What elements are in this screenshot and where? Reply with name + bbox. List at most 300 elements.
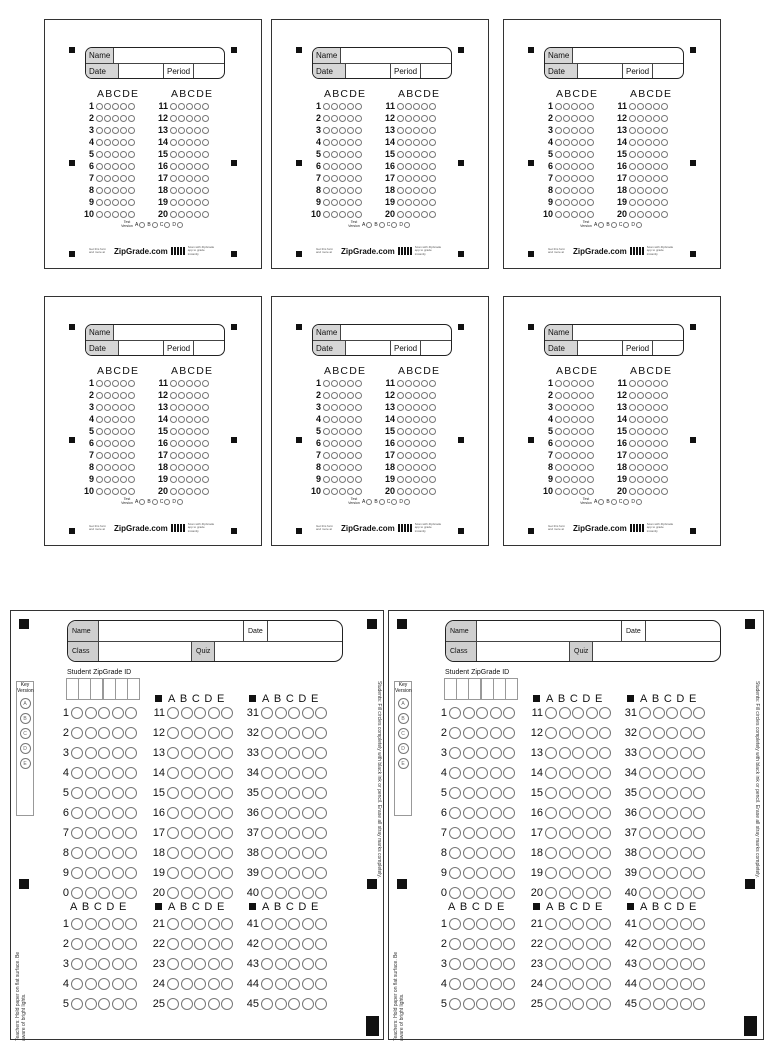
answer-bubble[interactable] [208, 807, 220, 819]
answer-bubble[interactable] [125, 978, 137, 990]
answer-bubble[interactable] [194, 938, 206, 950]
answer-bubble[interactable] [693, 978, 705, 990]
answer-bubble[interactable] [413, 416, 420, 423]
answer-bubble[interactable] [639, 767, 651, 779]
answer-bubble[interactable] [559, 707, 571, 719]
answer-bubble[interactable] [178, 103, 185, 110]
answer-bubble[interactable] [637, 175, 644, 182]
answer-bubble[interactable] [85, 958, 97, 970]
answer-bubble[interactable] [208, 867, 220, 879]
answer-bubble[interactable] [120, 476, 127, 483]
answer-bubble[interactable] [96, 476, 103, 483]
answer-bubble[interactable] [421, 127, 428, 134]
answer-bubble[interactable] [661, 428, 668, 435]
answer-bubble[interactable] [555, 476, 562, 483]
answer-bubble[interactable] [331, 187, 338, 194]
answer-bubble[interactable] [397, 199, 404, 206]
answer-bubble[interactable] [680, 847, 692, 859]
name-field[interactable] [573, 325, 683, 340]
answer-bubble[interactable] [653, 978, 665, 990]
answer-bubble[interactable] [221, 867, 233, 879]
answer-bubble[interactable] [680, 978, 692, 990]
answer-bubble[interactable] [405, 488, 412, 495]
answer-bubble[interactable] [71, 767, 83, 779]
answer-bubble[interactable] [599, 918, 611, 930]
answer-bubble[interactable] [653, 380, 660, 387]
answer-bubble[interactable] [261, 978, 273, 990]
answer-bubble[interactable] [202, 127, 209, 134]
answer-bubble[interactable] [120, 464, 127, 471]
answer-bubble[interactable] [331, 199, 338, 206]
answer-bubble[interactable] [104, 464, 111, 471]
answer-bubble[interactable] [405, 103, 412, 110]
answer-bubble[interactable] [463, 707, 475, 719]
answer-bubble[interactable] [202, 380, 209, 387]
answer-bubble[interactable] [413, 211, 420, 218]
answer-bubble[interactable] [323, 211, 330, 218]
answer-bubble[interactable] [112, 392, 119, 399]
answer-bubble[interactable] [112, 175, 119, 182]
answer-bubble[interactable] [639, 958, 651, 970]
answer-bubble[interactable] [302, 978, 314, 990]
answer-bubble[interactable] [302, 938, 314, 950]
answer-bubble[interactable] [413, 127, 420, 134]
answer-bubble[interactable] [397, 163, 404, 170]
answer-bubble[interactable] [579, 211, 586, 218]
answer-bubble[interactable] [397, 175, 404, 182]
answer-bubble[interactable] [476, 767, 488, 779]
answer-bubble[interactable] [339, 199, 346, 206]
answer-bubble[interactable] [178, 139, 185, 146]
answer-bubble[interactable] [178, 380, 185, 387]
answer-bubble[interactable] [112, 428, 119, 435]
answer-bubble[interactable] [572, 767, 584, 779]
answer-bubble[interactable] [186, 452, 193, 459]
period-field[interactable] [194, 341, 224, 355]
answer-bubble[interactable] [693, 827, 705, 839]
answer-bubble[interactable] [120, 199, 127, 206]
answer-bubble[interactable] [666, 787, 678, 799]
answer-bubble[interactable] [104, 428, 111, 435]
answer-bubble[interactable] [181, 787, 193, 799]
answer-bubble[interactable] [128, 476, 135, 483]
answer-bubble[interactable] [181, 958, 193, 970]
answer-bubble[interactable] [112, 887, 124, 899]
answer-bubble[interactable] [397, 464, 404, 471]
answer-bubble[interactable] [503, 887, 515, 899]
answer-bubble[interactable] [186, 380, 193, 387]
answer-bubble[interactable] [170, 428, 177, 435]
student-id-digit-box[interactable] [505, 678, 518, 700]
answer-bubble[interactable] [413, 464, 420, 471]
name-field[interactable] [341, 325, 451, 340]
answer-bubble[interactable] [645, 175, 652, 182]
answer-bubble[interactable] [112, 151, 119, 158]
answer-bubble[interactable] [194, 175, 201, 182]
answer-bubble[interactable] [125, 787, 137, 799]
version-bubble[interactable] [598, 499, 604, 505]
answer-bubble[interactable] [405, 115, 412, 122]
answer-bubble[interactable] [315, 938, 327, 950]
key-version-bubble[interactable]: A [398, 698, 409, 709]
answer-bubble[interactable] [429, 392, 436, 399]
answer-bubble[interactable] [629, 416, 636, 423]
answer-bubble[interactable] [221, 847, 233, 859]
answer-bubble[interactable] [104, 404, 111, 411]
answer-bubble[interactable] [563, 187, 570, 194]
answer-bubble[interactable] [661, 103, 668, 110]
answer-bubble[interactable] [587, 428, 594, 435]
answer-bubble[interactable] [302, 707, 314, 719]
answer-bubble[interactable] [563, 452, 570, 459]
answer-bubble[interactable] [563, 175, 570, 182]
answer-bubble[interactable] [112, 867, 124, 879]
student-id-digit-box[interactable] [127, 678, 140, 700]
answer-bubble[interactable] [555, 175, 562, 182]
answer-bubble[interactable] [323, 187, 330, 194]
answer-bubble[interactable] [653, 440, 660, 447]
answer-bubble[interactable] [693, 958, 705, 970]
answer-bubble[interactable] [275, 867, 287, 879]
answer-bubble[interactable] [571, 115, 578, 122]
answer-bubble[interactable] [421, 163, 428, 170]
answer-bubble[interactable] [645, 464, 652, 471]
answer-bubble[interactable] [661, 187, 668, 194]
answer-bubble[interactable] [261, 807, 273, 819]
answer-bubble[interactable] [661, 416, 668, 423]
answer-bubble[interactable] [275, 978, 287, 990]
answer-bubble[interactable] [85, 767, 97, 779]
answer-bubble[interactable] [186, 187, 193, 194]
answer-bubble[interactable] [71, 787, 83, 799]
answer-bubble[interactable] [302, 847, 314, 859]
answer-bubble[interactable] [221, 767, 233, 779]
answer-bubble[interactable] [71, 938, 83, 950]
answer-bubble[interactable] [339, 151, 346, 158]
answer-bubble[interactable] [355, 488, 362, 495]
answer-bubble[interactable] [463, 918, 475, 930]
answer-bubble[interactable] [545, 807, 557, 819]
answer-bubble[interactable] [125, 767, 137, 779]
answer-bubble[interactable] [421, 211, 428, 218]
answer-bubble[interactable] [71, 727, 83, 739]
version-bubble[interactable] [623, 499, 629, 505]
answer-bubble[interactable] [490, 727, 502, 739]
answer-bubble[interactable] [128, 187, 135, 194]
answer-bubble[interactable] [347, 115, 354, 122]
answer-bubble[interactable] [397, 187, 404, 194]
answer-bubble[interactable] [323, 452, 330, 459]
answer-bubble[interactable] [315, 867, 327, 879]
answer-bubble[interactable] [586, 918, 598, 930]
answer-bubble[interactable] [178, 163, 185, 170]
answer-bubble[interactable] [170, 115, 177, 122]
key-version-bubble[interactable]: B [20, 713, 31, 724]
answer-bubble[interactable] [128, 163, 135, 170]
answer-bubble[interactable] [339, 127, 346, 134]
answer-bubble[interactable] [315, 978, 327, 990]
answer-bubble[interactable] [680, 787, 692, 799]
answer-bubble[interactable] [579, 488, 586, 495]
version-bubble[interactable] [379, 499, 385, 505]
answer-bubble[interactable] [98, 958, 110, 970]
answer-bubble[interactable] [405, 199, 412, 206]
answer-bubble[interactable] [302, 887, 314, 899]
answer-bubble[interactable] [463, 727, 475, 739]
answer-bubble[interactable] [170, 211, 177, 218]
answer-bubble[interactable] [98, 847, 110, 859]
answer-bubble[interactable] [120, 175, 127, 182]
answer-bubble[interactable] [167, 707, 179, 719]
answer-bubble[interactable] [563, 211, 570, 218]
answer-bubble[interactable] [449, 707, 461, 719]
answer-bubble[interactable] [347, 127, 354, 134]
answer-bubble[interactable] [429, 151, 436, 158]
answer-bubble[interactable] [397, 392, 404, 399]
answer-bubble[interactable] [421, 380, 428, 387]
answer-bubble[interactable] [208, 767, 220, 779]
answer-bubble[interactable] [331, 211, 338, 218]
answer-bubble[interactable] [429, 440, 436, 447]
answer-bubble[interactable] [405, 151, 412, 158]
answer-bubble[interactable] [120, 380, 127, 387]
answer-bubble[interactable] [666, 727, 678, 739]
version-bubble[interactable] [139, 499, 145, 505]
answer-bubble[interactable] [629, 211, 636, 218]
version-bubble[interactable] [366, 499, 372, 505]
class-field[interactable] [477, 642, 570, 661]
answer-bubble[interactable] [221, 707, 233, 719]
answer-bubble[interactable] [637, 211, 644, 218]
answer-bubble[interactable] [323, 440, 330, 447]
answer-bubble[interactable] [645, 163, 652, 170]
answer-bubble[interactable] [397, 404, 404, 411]
answer-bubble[interactable] [339, 103, 346, 110]
answer-bubble[interactable] [355, 476, 362, 483]
answer-bubble[interactable] [545, 867, 557, 879]
answer-bubble[interactable] [181, 847, 193, 859]
answer-bubble[interactable] [645, 151, 652, 158]
answer-bubble[interactable] [503, 747, 515, 759]
answer-bubble[interactable] [563, 488, 570, 495]
answer-bubble[interactable] [579, 464, 586, 471]
answer-bubble[interactable] [315, 727, 327, 739]
answer-bubble[interactable] [629, 163, 636, 170]
answer-bubble[interactable] [555, 416, 562, 423]
answer-bubble[interactable] [120, 187, 127, 194]
answer-bubble[interactable] [288, 867, 300, 879]
answer-bubble[interactable] [429, 416, 436, 423]
answer-bubble[interactable] [112, 938, 124, 950]
date-field[interactable] [119, 341, 164, 355]
answer-bubble[interactable] [645, 416, 652, 423]
answer-bubble[interactable] [275, 767, 287, 779]
answer-bubble[interactable] [693, 807, 705, 819]
answer-bubble[interactable] [85, 978, 97, 990]
answer-bubble[interactable] [347, 440, 354, 447]
answer-bubble[interactable] [555, 488, 562, 495]
answer-bubble[interactable] [463, 958, 475, 970]
answer-bubble[interactable] [208, 747, 220, 759]
answer-bubble[interactable] [98, 998, 110, 1010]
student-id-digit-box[interactable] [481, 678, 494, 700]
answer-bubble[interactable] [645, 380, 652, 387]
answer-bubble[interactable] [476, 867, 488, 879]
answer-bubble[interactable] [571, 392, 578, 399]
answer-bubble[interactable] [653, 392, 660, 399]
answer-bubble[interactable] [397, 416, 404, 423]
answer-bubble[interactable] [96, 440, 103, 447]
answer-bubble[interactable] [167, 938, 179, 950]
answer-bubble[interactable] [355, 416, 362, 423]
version-bubble[interactable] [379, 222, 385, 228]
answer-bubble[interactable] [355, 175, 362, 182]
answer-bubble[interactable] [261, 918, 273, 930]
answer-bubble[interactable] [186, 404, 193, 411]
answer-bubble[interactable] [112, 127, 119, 134]
answer-bubble[interactable] [413, 488, 420, 495]
answer-bubble[interactable] [571, 404, 578, 411]
answer-bubble[interactable] [208, 978, 220, 990]
answer-bubble[interactable] [405, 404, 412, 411]
answer-bubble[interactable] [323, 464, 330, 471]
answer-bubble[interactable] [463, 887, 475, 899]
answer-bubble[interactable] [572, 978, 584, 990]
answer-bubble[interactable] [629, 103, 636, 110]
answer-bubble[interactable] [170, 380, 177, 387]
answer-bubble[interactable] [661, 163, 668, 170]
answer-bubble[interactable] [559, 918, 571, 930]
answer-bubble[interactable] [429, 464, 436, 471]
period-field[interactable] [653, 341, 683, 355]
answer-bubble[interactable] [167, 747, 179, 759]
answer-bubble[interactable] [178, 404, 185, 411]
answer-bubble[interactable] [221, 807, 233, 819]
answer-bubble[interactable] [178, 187, 185, 194]
answer-bubble[interactable] [571, 428, 578, 435]
answer-bubble[interactable] [355, 127, 362, 134]
answer-bubble[interactable] [555, 163, 562, 170]
answer-bubble[interactable] [178, 428, 185, 435]
answer-bubble[interactable] [586, 707, 598, 719]
answer-bubble[interactable] [503, 918, 515, 930]
answer-bubble[interactable] [579, 428, 586, 435]
answer-bubble[interactable] [85, 998, 97, 1010]
answer-bubble[interactable] [545, 918, 557, 930]
answer-bubble[interactable] [194, 918, 206, 930]
answer-bubble[interactable] [629, 187, 636, 194]
answer-bubble[interactable] [178, 392, 185, 399]
answer-bubble[interactable] [653, 139, 660, 146]
answer-bubble[interactable] [563, 380, 570, 387]
answer-bubble[interactable] [586, 938, 598, 950]
answer-bubble[interactable] [572, 938, 584, 950]
answer-bubble[interactable] [449, 827, 461, 839]
answer-bubble[interactable] [579, 103, 586, 110]
answer-bubble[interactable] [208, 827, 220, 839]
answer-bubble[interactable] [586, 887, 598, 899]
answer-bubble[interactable] [587, 211, 594, 218]
answer-bubble[interactable] [112, 767, 124, 779]
period-field[interactable] [421, 341, 451, 355]
answer-bubble[interactable] [587, 476, 594, 483]
date-field[interactable] [119, 64, 164, 78]
answer-bubble[interactable] [331, 476, 338, 483]
answer-bubble[interactable] [202, 476, 209, 483]
answer-bubble[interactable] [629, 392, 636, 399]
answer-bubble[interactable] [559, 727, 571, 739]
answer-bubble[interactable] [653, 998, 665, 1010]
answer-bubble[interactable] [693, 887, 705, 899]
answer-bubble[interactable] [261, 887, 273, 899]
answer-bubble[interactable] [555, 428, 562, 435]
answer-bubble[interactable] [653, 187, 660, 194]
answer-bubble[interactable] [167, 827, 179, 839]
answer-bubble[interactable] [112, 103, 119, 110]
answer-bubble[interactable] [637, 139, 644, 146]
answer-bubble[interactable] [476, 887, 488, 899]
answer-bubble[interactable] [170, 199, 177, 206]
answer-bubble[interactable] [178, 127, 185, 134]
answer-bubble[interactable] [629, 139, 636, 146]
answer-bubble[interactable] [463, 787, 475, 799]
answer-bubble[interactable] [629, 476, 636, 483]
answer-bubble[interactable] [347, 163, 354, 170]
answer-bubble[interactable] [275, 958, 287, 970]
answer-bubble[interactable] [572, 827, 584, 839]
answer-bubble[interactable] [170, 416, 177, 423]
answer-bubble[interactable] [181, 978, 193, 990]
answer-bubble[interactable] [563, 139, 570, 146]
answer-bubble[interactable] [339, 163, 346, 170]
answer-bubble[interactable] [653, 151, 660, 158]
answer-bubble[interactable] [112, 747, 124, 759]
answer-bubble[interactable] [563, 103, 570, 110]
answer-bubble[interactable] [194, 103, 201, 110]
answer-bubble[interactable] [98, 807, 110, 819]
answer-bubble[interactable] [288, 827, 300, 839]
answer-bubble[interactable] [186, 440, 193, 447]
answer-bubble[interactable] [429, 452, 436, 459]
period-field[interactable] [194, 64, 224, 78]
answer-bubble[interactable] [104, 115, 111, 122]
name-field[interactable] [477, 621, 622, 641]
answer-bubble[interactable] [347, 211, 354, 218]
answer-bubble[interactable] [112, 440, 119, 447]
answer-bubble[interactable] [405, 416, 412, 423]
answer-bubble[interactable] [112, 187, 119, 194]
answer-bubble[interactable] [167, 918, 179, 930]
answer-bubble[interactable] [194, 807, 206, 819]
answer-bubble[interactable] [653, 827, 665, 839]
answer-bubble[interactable] [405, 211, 412, 218]
answer-bubble[interactable] [355, 115, 362, 122]
answer-bubble[interactable] [315, 767, 327, 779]
answer-bubble[interactable] [405, 392, 412, 399]
name-field[interactable] [573, 48, 683, 63]
answer-bubble[interactable] [653, 115, 660, 122]
answer-bubble[interactable] [653, 163, 660, 170]
answer-bubble[interactable] [413, 199, 420, 206]
answer-bubble[interactable] [71, 918, 83, 930]
answer-bubble[interactable] [653, 747, 665, 759]
answer-bubble[interactable] [579, 115, 586, 122]
version-bubble[interactable] [164, 222, 170, 228]
answer-bubble[interactable] [98, 727, 110, 739]
answer-bubble[interactable] [120, 452, 127, 459]
answer-bubble[interactable] [693, 847, 705, 859]
answer-bubble[interactable] [194, 115, 201, 122]
